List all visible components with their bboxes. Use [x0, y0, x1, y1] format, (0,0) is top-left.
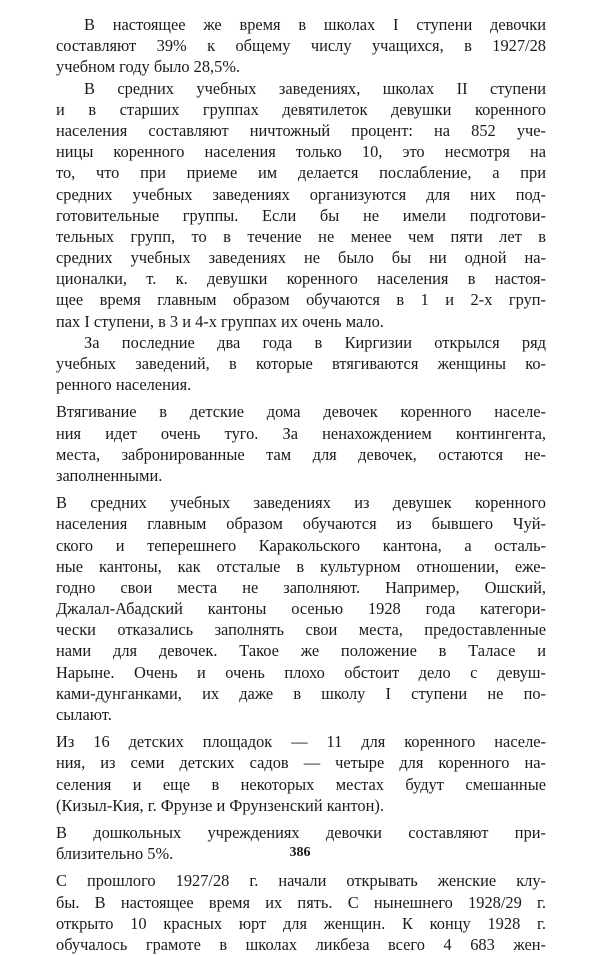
paragraph-8 — [56, 870, 546, 955]
text-line: ского и теперешнего Каракольского кантона, а осталь- — [56, 535, 546, 555]
paragraph-2 — [56, 78, 546, 332]
text-line: готовительные группы. Если бы не имели подготови- — [56, 205, 546, 225]
text-line: В дошкольных учреждениях девочки составляют при- — [56, 822, 546, 842]
text-line: С прошлого 1927/28 г. начали открывать женские клу- — [56, 871, 546, 891]
text-line: ками-дунганками, их даже в школу I ступени не по- — [56, 683, 546, 703]
paragraph-3 — [56, 332, 546, 396]
text-line: учебном году было 28,5%. — [56, 57, 241, 77]
text-line: ные кантоны, как отсталые в культурном отношении, еже- — [56, 556, 546, 576]
text-line: составляют 39% к общему числу учащихся, в 1927/28 — [56, 36, 546, 56]
text-line: тельных групп, то в течение не менее чем пяти лет в — [56, 226, 546, 246]
text-line: ницы коренного населения только 10, это несмотря на — [56, 142, 546, 162]
text-line: близительно 5%. — [56, 844, 174, 864]
text-line: годно свои места не заполняют. Например, Ошский, — [56, 577, 546, 597]
text-line: Из 16 детских площадок — 11 для коренного населе- — [56, 732, 546, 752]
text-line: В средних учебных заведениях из девушек коренного — [56, 493, 546, 513]
text-line: заполненными. — [56, 465, 163, 485]
text-line: открыто 10 красных юрт для женщин. К концу 1928 г. — [56, 913, 546, 933]
text-line: чески отказались заполнять свои места, предоставленные — [56, 620, 546, 640]
paragraph-4 — [56, 401, 546, 486]
text-line: ния идет очень туго. За ненахождением контингента, — [56, 423, 546, 443]
text-line: В средних учебных заведениях, школах II ступени — [84, 78, 546, 98]
text-line: пах I ступени, в 3 и 4-х группах их очень мало. — [56, 311, 384, 331]
text-line: населения составляют ничтожный процент: на 852 уче- — [56, 120, 546, 140]
paragraph-6 — [56, 731, 546, 816]
text-line: места, забронированные там для девочек, остаются не- — [56, 444, 546, 464]
text-line: обучалось грамоте в школах ликбеза всего 4 683 жен- — [56, 934, 546, 954]
document-page — [56, 14, 546, 955]
text-line: то, что при приеме им делается послабление, а при — [56, 163, 546, 183]
text-line: ционалки, т. к. девушки коренного населения в настоя- — [56, 269, 546, 289]
text-line: средних учебных заведениях не было бы ни одной на- — [56, 248, 546, 268]
paragraph-1 — [56, 14, 546, 78]
text-line: населения главным образом обучаются из бывшего Чуй- — [56, 514, 546, 534]
text-line: Нарыне. Очень и очень плохо обстоит дело с девуш- — [56, 662, 546, 682]
text-line: (Кизыл-Кия, г. Фрунзе и Фрунзенский кантон). — [56, 795, 384, 815]
text-line: учебных заведений, в которые втягиваются женщины ко- — [56, 354, 546, 373]
text-line: средних учебных заведениях организуются для них под- — [56, 184, 546, 204]
text-line: В настоящее же время в школах I ступени девочки — [84, 15, 546, 34]
text-line: селения и еще в некоторых местах будут смешанные — [56, 774, 546, 794]
text-line: Втягивание в детские дома девочек коренного населе- — [56, 402, 546, 422]
text-line: Джалал-Абадский кантоны осенью 1928 года категори- — [56, 599, 546, 619]
text-line: бы. В настоящее время их пять. С нынешнего 1928/29 г. — [56, 892, 546, 912]
page-number: 386 — [289, 845, 311, 860]
text-line: щее время главным образом обучаются в 1 и 2-х груп- — [56, 290, 546, 310]
text-line: ренного населения. — [56, 375, 192, 395]
paragraph-5 — [56, 492, 546, 725]
text-line: ния, из семи детских садов — четыре для коренного на- — [56, 753, 546, 773]
text-line: нами для девочек. Такое же положение в Таласе и — [56, 641, 546, 661]
text-line: и в старших группах девятилеток девушки коренного — [56, 99, 546, 119]
text-line: сылают. — [56, 705, 112, 724]
text-line: За последние два года в Киргизии открылся ряд — [84, 332, 546, 352]
